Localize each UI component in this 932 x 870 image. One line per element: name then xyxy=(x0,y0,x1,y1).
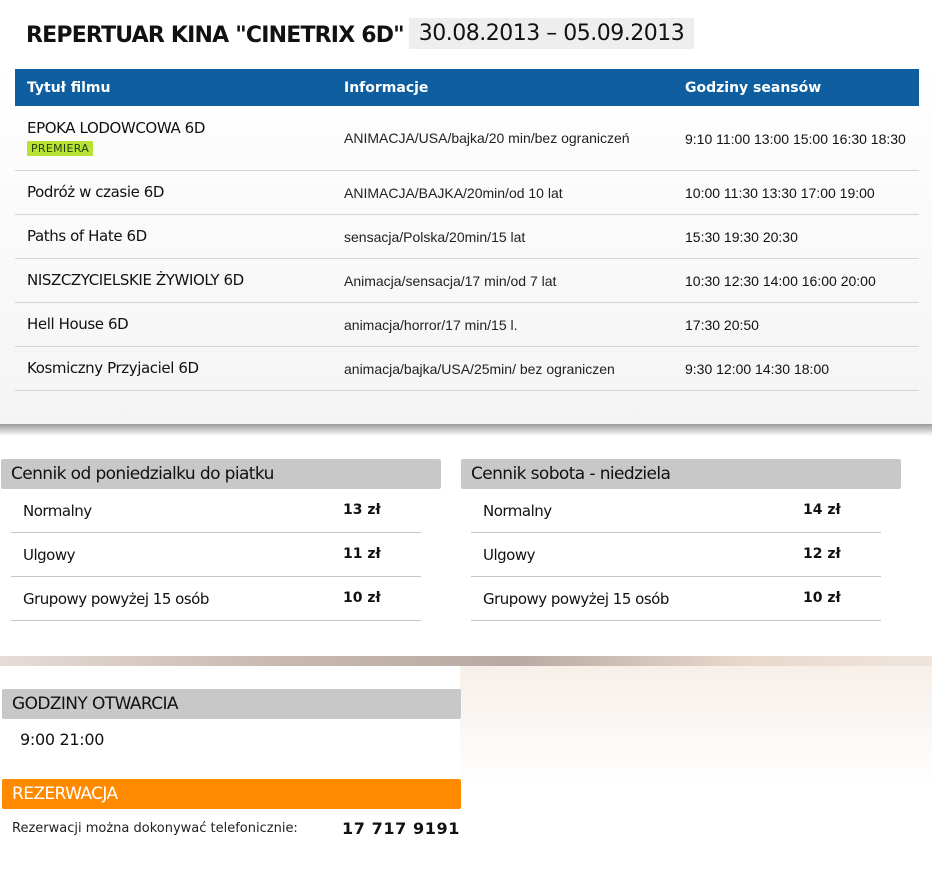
table-header xyxy=(15,69,919,106)
page-header xyxy=(26,18,685,52)
price-row xyxy=(471,489,881,533)
ticket-type: Grupowy powyżej 15 osób xyxy=(23,590,209,608)
ticket-price: 11 zł xyxy=(343,546,381,562)
table-row[interactable] xyxy=(15,347,919,391)
column-header-info: Informacje xyxy=(344,79,429,96)
price-list-weekday xyxy=(1,459,441,621)
price-heading-weekday: Cennik od poniedzialku do piatku xyxy=(1,459,441,489)
movie-info: animacja/horror/17 min/15 l. xyxy=(344,317,518,333)
showtimes: 10:00 11:30 13:30 17:00 19:00 xyxy=(685,185,875,201)
opening-hours-heading: GODZINY OTWARCIA xyxy=(2,689,461,719)
movie-info: sensacja/Polska/20min/15 lat xyxy=(344,229,526,245)
movie-info: ANIMACJA/BAJKA/20min/od 10 lat xyxy=(344,185,563,201)
repertoire-table xyxy=(15,69,919,391)
showtimes: 10:30 12:30 14:00 16:00 20:00 xyxy=(685,273,876,289)
ticket-type: Grupowy powyżej 15 osób xyxy=(483,590,669,608)
ticket-price: 12 zł xyxy=(803,546,841,562)
table-row[interactable] xyxy=(15,215,919,259)
page-title: REPERTUAR KINA "CINETRIX 6D" xyxy=(26,22,404,48)
premiere-badge: PREMIERA xyxy=(27,141,93,156)
movie-title[interactable]: EPOKA LODOWCOWA 6D xyxy=(27,119,205,137)
movie-title[interactable]: Hell House 6D xyxy=(27,315,129,333)
price-heading-weekend: Cennik sobota - niedziela xyxy=(461,459,901,489)
ticket-price: 10 zł xyxy=(343,590,381,606)
price-row xyxy=(471,577,881,621)
showtimes: 9:30 12:00 14:30 18:00 xyxy=(685,361,830,377)
date-range: 30.08.2013 – 05.09.2013 xyxy=(409,18,694,49)
ticket-price: 10 zł xyxy=(803,590,841,606)
background-fade xyxy=(460,666,932,870)
ticket-type: Ulgowy xyxy=(483,546,535,564)
reservation-text: Rezerwacji można dokonywać telefonicznie: xyxy=(12,821,298,836)
showtimes: 17:30 20:50 xyxy=(685,317,759,333)
price-row xyxy=(11,489,421,533)
table-row[interactable] xyxy=(15,303,919,347)
price-row xyxy=(11,577,421,621)
movie-info: ANIMACJA/USA/bajka/20 min/bez ograniczeń xyxy=(344,130,630,146)
price-list-weekend xyxy=(461,459,901,621)
movie-title[interactable]: Podróż w czasie 6D xyxy=(27,183,165,201)
movie-title[interactable]: Kosmiczny Przyjaciel 6D xyxy=(27,359,199,377)
table-row[interactable] xyxy=(15,171,919,215)
price-row xyxy=(11,533,421,577)
movie-title[interactable]: NISZCZYCIELSKIE ŻYWIOLY 6D xyxy=(27,271,244,289)
ticket-type: Normalny xyxy=(23,502,92,520)
movie-info: animacja/bajka/USA/25min/ bez ograniczen xyxy=(344,361,615,377)
showtimes: 15:30 19:30 20:30 xyxy=(685,229,798,245)
ticket-price: 13 zł xyxy=(343,502,381,518)
ticket-type: Normalny xyxy=(483,502,552,520)
movie-info: Animacja/sensacja/17 min/od 7 lat xyxy=(344,273,557,289)
reservation-phone[interactable]: 17 717 9191 xyxy=(342,819,460,838)
column-header-title: Tytuł filmu xyxy=(27,79,111,96)
panel-shadow xyxy=(0,424,932,436)
table-row[interactable] xyxy=(15,259,919,303)
ticket-price: 14 zł xyxy=(803,502,841,518)
movie-title[interactable]: Paths of Hate 6D xyxy=(27,227,147,245)
column-header-hours: Godziny seansów xyxy=(685,79,822,96)
ticket-type: Ulgowy xyxy=(23,546,75,564)
opening-hours-value: 9:00 21:00 xyxy=(20,730,105,749)
section-divider xyxy=(0,656,932,666)
table-row[interactable] xyxy=(15,106,919,171)
reservation-heading: REZERWACJA xyxy=(2,779,461,809)
showtimes: 9:10 11:00 13:00 15:00 16:30 18:30 xyxy=(685,131,906,147)
price-row xyxy=(471,533,881,577)
